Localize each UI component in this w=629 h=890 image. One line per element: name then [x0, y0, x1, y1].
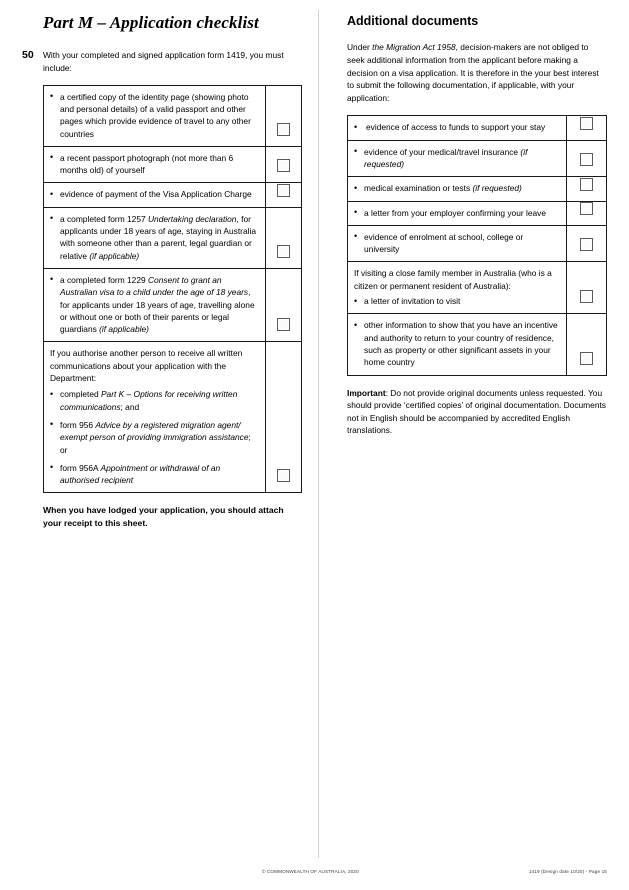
- item-text: a letter from your employer confirming your leave: [364, 207, 546, 218]
- item-text: a recent passport photograph (not more than 6 months old) of yourself: [60, 152, 234, 176]
- right-column: [347, 14, 607, 448]
- intro-part-1: Under: [347, 42, 373, 53]
- additional-documents-heading: Additional documents: [347, 14, 479, 28]
- checklist-item-employer-letter: [348, 201, 567, 225]
- checkbox-passport-photograph[interactable]: [277, 159, 290, 172]
- additional-documents-intro: [347, 41, 607, 104]
- item-text-mid: , for applicants under 18 years of age, travelling alone or without one or both of their parents or legal guardians: [60, 287, 255, 335]
- bullet-text-post: ; or: [60, 432, 251, 455]
- list-item: [50, 419, 259, 456]
- item-text: evidence of access to funds to support your stay: [366, 122, 546, 133]
- checkbox-enrolment-evidence[interactable]: [580, 238, 593, 251]
- item-text-emphasis: Undertaking declaration: [148, 213, 237, 224]
- item-text: other information to show that you have an incentive and authority to return to your country of residence, such as property or other significant assets in your home country: [364, 320, 558, 368]
- left-column: [22, 14, 304, 529]
- bullet-text-pre: completed: [60, 389, 101, 400]
- table-row: [348, 262, 607, 314]
- page-title: Part M – Application checklist: [43, 13, 259, 32]
- list-item: [50, 462, 259, 487]
- checklist-item-authorised-recipient: [44, 342, 266, 493]
- table-row: [348, 177, 607, 201]
- checkbox-form-1229[interactable]: [277, 318, 290, 331]
- checkbox-cell-access-to-funds[interactable]: [567, 116, 607, 140]
- item-text-emphasis-2: (if applicable): [99, 324, 149, 335]
- checkbox-cell-enrolment-evidence[interactable]: [567, 225, 607, 262]
- table-row: [44, 183, 302, 207]
- bullet-text-emphasis: Part K – Options for receiving written communications: [60, 389, 238, 412]
- intro-emphasis: the Migration Act 1958: [372, 42, 456, 53]
- bullet-text: a letter of invitation to visit: [364, 296, 461, 307]
- table-row: [348, 140, 607, 177]
- checklist-item-medical-examination: [348, 177, 567, 201]
- item-text-pre: medical examination or tests: [364, 183, 473, 194]
- table-row: [348, 201, 607, 225]
- checkbox-medical-examination[interactable]: [580, 178, 593, 191]
- checkbox-family-invitation[interactable]: [580, 290, 593, 303]
- checkbox-cell-employer-letter[interactable]: [567, 201, 607, 225]
- bullet-text-emphasis: Appointment or withdrawal of an authorised recipient: [60, 462, 221, 486]
- checkbox-medical-travel-insurance[interactable]: [580, 153, 593, 166]
- checkbox-authorised-recipient[interactable]: [277, 469, 290, 482]
- checkbox-cell-medical-examination[interactable]: [567, 177, 607, 201]
- bullet-text-pre: form 956: [60, 419, 96, 430]
- page-footer: [0, 868, 629, 882]
- additional-documents-table: [347, 115, 607, 375]
- table-row: [44, 146, 302, 183]
- checkbox-employer-letter[interactable]: [580, 202, 593, 215]
- column-divider: [318, 10, 319, 858]
- list-item: [354, 231, 560, 256]
- checklist-item-access-to-funds: [348, 116, 567, 140]
- checklist-item-visa-application-charge: [44, 183, 266, 207]
- checklist-item-family-invitation: [348, 262, 567, 314]
- checklist-item-identity-page: [44, 85, 266, 146]
- item-text: evidence of payment of the Visa Application Charge: [60, 189, 252, 200]
- list-item: [50, 388, 259, 413]
- footer-reference: 1419 (Design date 10/20) - Page 15: [528, 869, 607, 874]
- bullet-text-pre: form 956A: [60, 462, 101, 473]
- checklist-item-form-1257: [44, 207, 266, 268]
- checkbox-cell-passport-photograph[interactable]: [266, 146, 302, 183]
- application-checklist-table: [43, 85, 302, 494]
- item-text-pre: a completed form 1257: [60, 213, 148, 224]
- checkbox-cell-medical-travel-insurance[interactable]: [567, 140, 607, 177]
- item-text-emphasis: Consent to grant an Australian visa to a child under the age of 18 years: [60, 274, 249, 298]
- important-text: : Do not provide original documents unless requested. You should provide ‘certified copies’ of original documentation. Documents not in English should be accompanied by accredited English translations.: [347, 387, 606, 436]
- checkbox-identity-page[interactable]: [277, 123, 290, 136]
- checkbox-cell-family-invitation[interactable]: [567, 262, 607, 314]
- list-item: [354, 121, 560, 133]
- table-row: [44, 207, 302, 268]
- table-row: [348, 116, 607, 140]
- checklist-item-medical-travel-insurance: [348, 140, 567, 177]
- item-text: evidence of enrolment at school, college or university: [364, 231, 524, 255]
- checklist-item-form-1229: [44, 268, 266, 341]
- family-lead-text: If visiting a close family member in Australia (who is a citizen or permanent resident of Australia):: [354, 268, 552, 291]
- checklist-item-return-incentive: [348, 314, 567, 375]
- item-text-emphasis-2: (if applicable): [89, 250, 140, 261]
- checklist-item-passport-photograph: [44, 146, 266, 183]
- checkbox-cell-form-1229[interactable]: [266, 268, 302, 341]
- intro-part-2: , decision-makers are not obliged to seek additional information from the applicant before making a decision on a visa application. It is therefore in the your best interest to submit the following documentation, if applicable, with your application:: [347, 42, 599, 103]
- checkbox-return-incentive[interactable]: [580, 352, 593, 365]
- item-text-emphasis: (if requested): [472, 183, 522, 194]
- table-row: [44, 342, 302, 493]
- question-50: [22, 49, 304, 75]
- question-text: With your completed and signed application form 1419, you must include:: [43, 49, 284, 73]
- item-text-pre: a completed form 1229: [60, 274, 148, 285]
- authorise-lead-text: If you authorise another person to receive all written communications about your application with the Department:: [50, 348, 243, 384]
- checkbox-cell-form-1257[interactable]: [266, 207, 302, 268]
- list-item: [50, 91, 259, 140]
- item-text-pre: evidence of your medical/travel insurance: [364, 146, 521, 157]
- list-item: [50, 274, 259, 335]
- question-number: 50: [22, 48, 34, 61]
- checkbox-access-to-funds[interactable]: [580, 117, 593, 130]
- footer-copyright: © COMMONWEALTH OF AUSTRALIA, 2020: [262, 869, 359, 874]
- bullet-text-emphasis: Advice by a registered migration agent/ exempt person of providing immigration assistance: [60, 419, 249, 443]
- checkbox-visa-application-charge[interactable]: [277, 184, 290, 197]
- table-row: [348, 225, 607, 262]
- list-item: [50, 213, 259, 262]
- table-row: [44, 85, 302, 146]
- checkbox-cell-identity-page[interactable]: [266, 85, 302, 146]
- bullet-text-post: ; and: [120, 401, 140, 412]
- table-row: [44, 268, 302, 341]
- closing-note: When you have lodged your application, you should attach your receipt to this sheet.: [43, 505, 284, 528]
- list-item: [50, 188, 259, 200]
- list-item: [354, 182, 560, 194]
- important-note: [347, 387, 607, 437]
- list-item: [354, 146, 560, 171]
- checkbox-cell-return-incentive[interactable]: [567, 314, 607, 375]
- table-row: [348, 314, 607, 375]
- checkbox-form-1257[interactable]: [277, 245, 290, 258]
- item-text: a certified copy of the identity page (showing photo and personal details) of a valid passport and other pages which provide evidence of travel to any other countries: [60, 91, 251, 139]
- important-label: Important: [347, 387, 386, 398]
- list-item: [354, 207, 560, 219]
- checklist-item-enrolment-evidence: [348, 225, 567, 262]
- list-item: [354, 295, 560, 307]
- checkbox-cell-authorised-recipient[interactable]: [266, 342, 302, 493]
- list-item: [50, 152, 259, 177]
- item-text-emphasis: (if requested): [364, 146, 528, 169]
- list-item: [354, 319, 560, 368]
- item-text-mid: , for applicants under 18 years of age, staying in Australia with someone other than a parent, legal guardian or relative: [60, 213, 257, 261]
- checkbox-cell-visa-application-charge[interactable]: [266, 183, 302, 207]
